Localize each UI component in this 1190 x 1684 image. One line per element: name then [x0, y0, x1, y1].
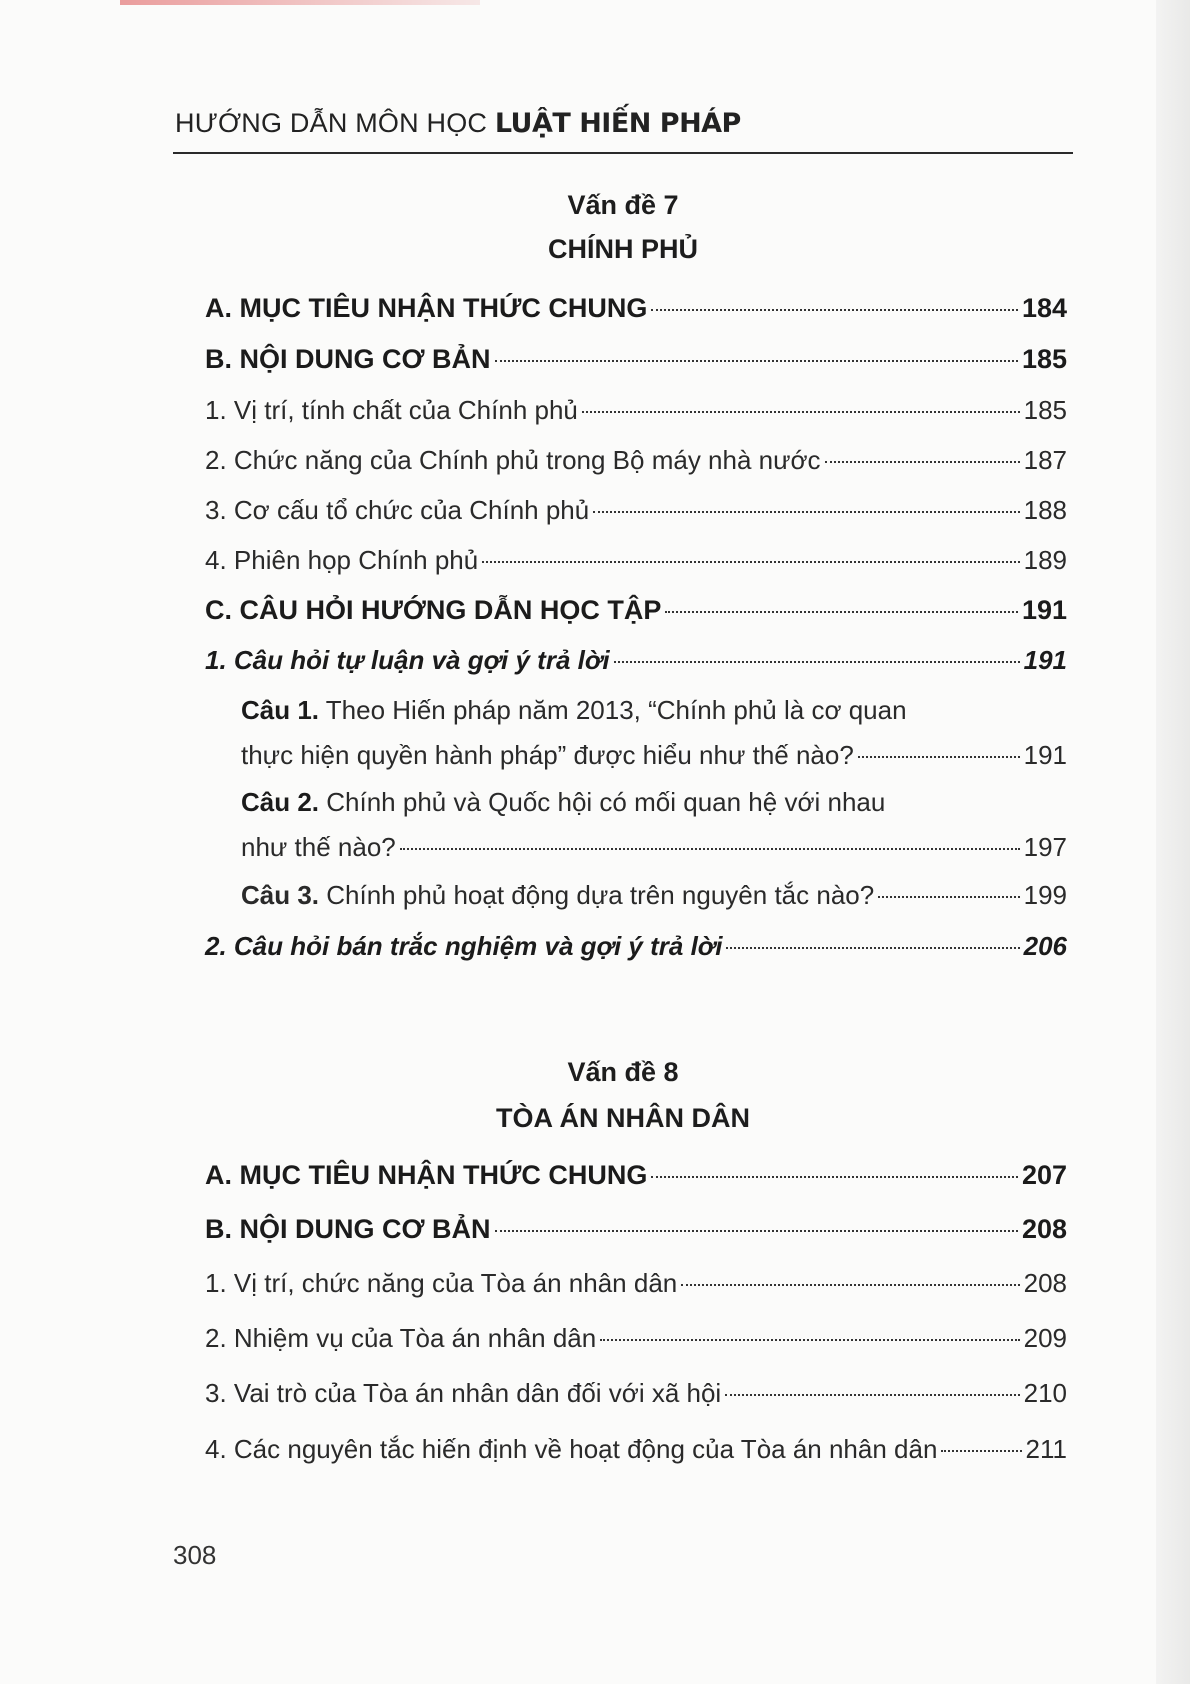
toc-entry-text: 3. Vai trò của Tòa án nhân dân đối với xã hội: [205, 1378, 722, 1408]
toc-entry: [205, 593, 1067, 627]
leader-dots: [651, 309, 1018, 311]
running-header: [175, 108, 1075, 139]
toc-entry: [205, 929, 1067, 963]
leader-dots: [495, 1230, 1018, 1232]
toc-entry: [205, 1376, 1067, 1410]
section7-label: Vấn đề 7: [567, 190, 679, 220]
question-label: Câu 1.: [241, 695, 320, 725]
toc-entry: [205, 291, 1067, 325]
header-rule: [173, 152, 1073, 154]
toc-entry-page: 184: [1021, 293, 1067, 323]
toc-entry-page: 187: [1023, 445, 1067, 475]
toc-entry-page: 185: [1021, 344, 1067, 374]
question-label: Câu 2.: [241, 787, 320, 817]
toc-entry-page: 206: [1023, 931, 1067, 961]
leader-dots: [665, 611, 1018, 613]
toc-entry-page: 210: [1023, 1378, 1067, 1408]
toc-entry-text: A. MỤC TIÊU NHẬN THỨC CHUNG: [205, 293, 648, 323]
toc-entry: [205, 1212, 1067, 1246]
toc-entry: [205, 643, 1067, 677]
leader-dots: [600, 1339, 1019, 1341]
question-line: [241, 785, 1067, 819]
leader-dots: [614, 661, 1020, 663]
toc-entry: [205, 543, 1067, 577]
toc-entry-page: 208: [1023, 1268, 1067, 1298]
question-text: Theo Hiến pháp năm 2013, “Chính phủ là cơ quan: [319, 695, 907, 725]
toc-entry: [205, 393, 1067, 427]
header-regular: HƯỚNG DẪN MÔN HỌC: [175, 108, 495, 138]
toc-entry: [241, 738, 1067, 772]
section7-title: CHÍNH PHỦ: [547, 234, 698, 264]
question-label: Câu 3.: [241, 880, 320, 910]
toc-entry-text: B. NỘI DUNG CƠ BẢN: [205, 344, 491, 374]
leader-dots: [858, 756, 1020, 758]
toc-entry-text: 3. Cơ cấu tổ chức của Chính phủ: [205, 495, 590, 525]
toc-entry: [205, 1158, 1067, 1192]
leader-dots: [941, 1450, 1021, 1452]
toc-entry-page: 191: [1023, 740, 1067, 770]
toc-entry: [205, 1321, 1067, 1355]
toc-entry-page: 209: [1023, 1323, 1067, 1353]
toc-entry-text: 2. Chức năng của Chính phủ trong Bộ máy nhà nước: [205, 445, 821, 475]
leader-dots: [651, 1176, 1018, 1178]
toc-entry: [205, 342, 1067, 376]
toc-entry-page: 208: [1021, 1214, 1067, 1244]
toc-entry-page: 188: [1023, 495, 1067, 525]
leader-dots: [726, 947, 1019, 949]
leader-dots: [878, 896, 1019, 898]
toc-entry-page: 185: [1023, 395, 1067, 425]
toc-entry-page: 189: [1023, 545, 1067, 575]
leader-dots: [482, 561, 1019, 563]
page-number: 308: [173, 1540, 217, 1570]
toc-entry-page: 191: [1021, 595, 1067, 625]
page-edge-shadow: [1156, 0, 1190, 1684]
toc-entry-text: 2. Câu hỏi bán trắc nghiệm và gợi ý trả lời: [205, 931, 723, 961]
question-text: Chính phủ và Quốc hội có mối quan hệ với nhau: [319, 787, 886, 817]
leader-dots: [593, 511, 1019, 513]
toc-entry-page: 191: [1023, 645, 1067, 675]
toc-entry-text: C. CÂU HỎI HƯỚNG DẪN HỌC TẬP: [205, 595, 662, 625]
leader-dots: [825, 461, 1020, 463]
leader-dots: [400, 848, 1020, 850]
toc-entry: [205, 443, 1067, 477]
toc-entry-text: 1. Vị trí, tính chất của Chính phủ: [205, 395, 578, 425]
toc-entry-page: 207: [1021, 1160, 1067, 1190]
toc-entry-page: 197: [1023, 832, 1067, 862]
toc-entry-text: B. NỘI DUNG CƠ BẢN: [205, 1214, 491, 1244]
header-bold: LUẬT HIẾN PHÁP: [494, 108, 741, 139]
question-text-cont: thực hiện quyền hành pháp” được hiểu như thế nào?: [241, 740, 854, 770]
toc-entry: [205, 493, 1067, 527]
toc-entry: [205, 1432, 1067, 1466]
toc-entry: [205, 1266, 1067, 1300]
toc-entry-text: 2. Nhiệm vụ của Tòa án nhân dân: [205, 1323, 597, 1353]
toc-entry-page: 199: [1023, 880, 1067, 910]
section8-title: TÒA ÁN NHÂN DÂN: [496, 1103, 750, 1133]
toc-entry-page: 211: [1025, 1434, 1067, 1464]
toc-entry-text: 1. Vị trí, chức năng của Tòa án nhân dân: [205, 1268, 678, 1298]
toc-entry: [241, 830, 1067, 864]
toc-entry-text: 4. Các nguyên tắc hiến định về hoạt động của Tòa án nhân dân: [205, 1434, 938, 1464]
leader-dots: [582, 411, 1020, 413]
toc-entry-text: 4. Phiên họp Chính phủ: [205, 545, 479, 575]
toc-entry: [241, 878, 1067, 912]
leader-dots: [725, 1394, 1019, 1396]
question-text-cont: như thế nào?: [241, 832, 396, 862]
section8-label: Vấn đề 8: [567, 1057, 679, 1087]
leader-dots: [681, 1284, 1019, 1286]
scan-edge-mark: [120, 0, 480, 5]
question-text: Chính phủ hoạt động dựa trên nguyên tắc nào?: [319, 880, 875, 910]
question-line: [241, 693, 1067, 727]
leader-dots: [495, 360, 1018, 362]
toc-entry-text: A. MỤC TIÊU NHẬN THỨC CHUNG: [205, 1160, 648, 1190]
toc-entry-text: 1. Câu hỏi tự luận và gợi ý trả lời: [205, 645, 610, 675]
